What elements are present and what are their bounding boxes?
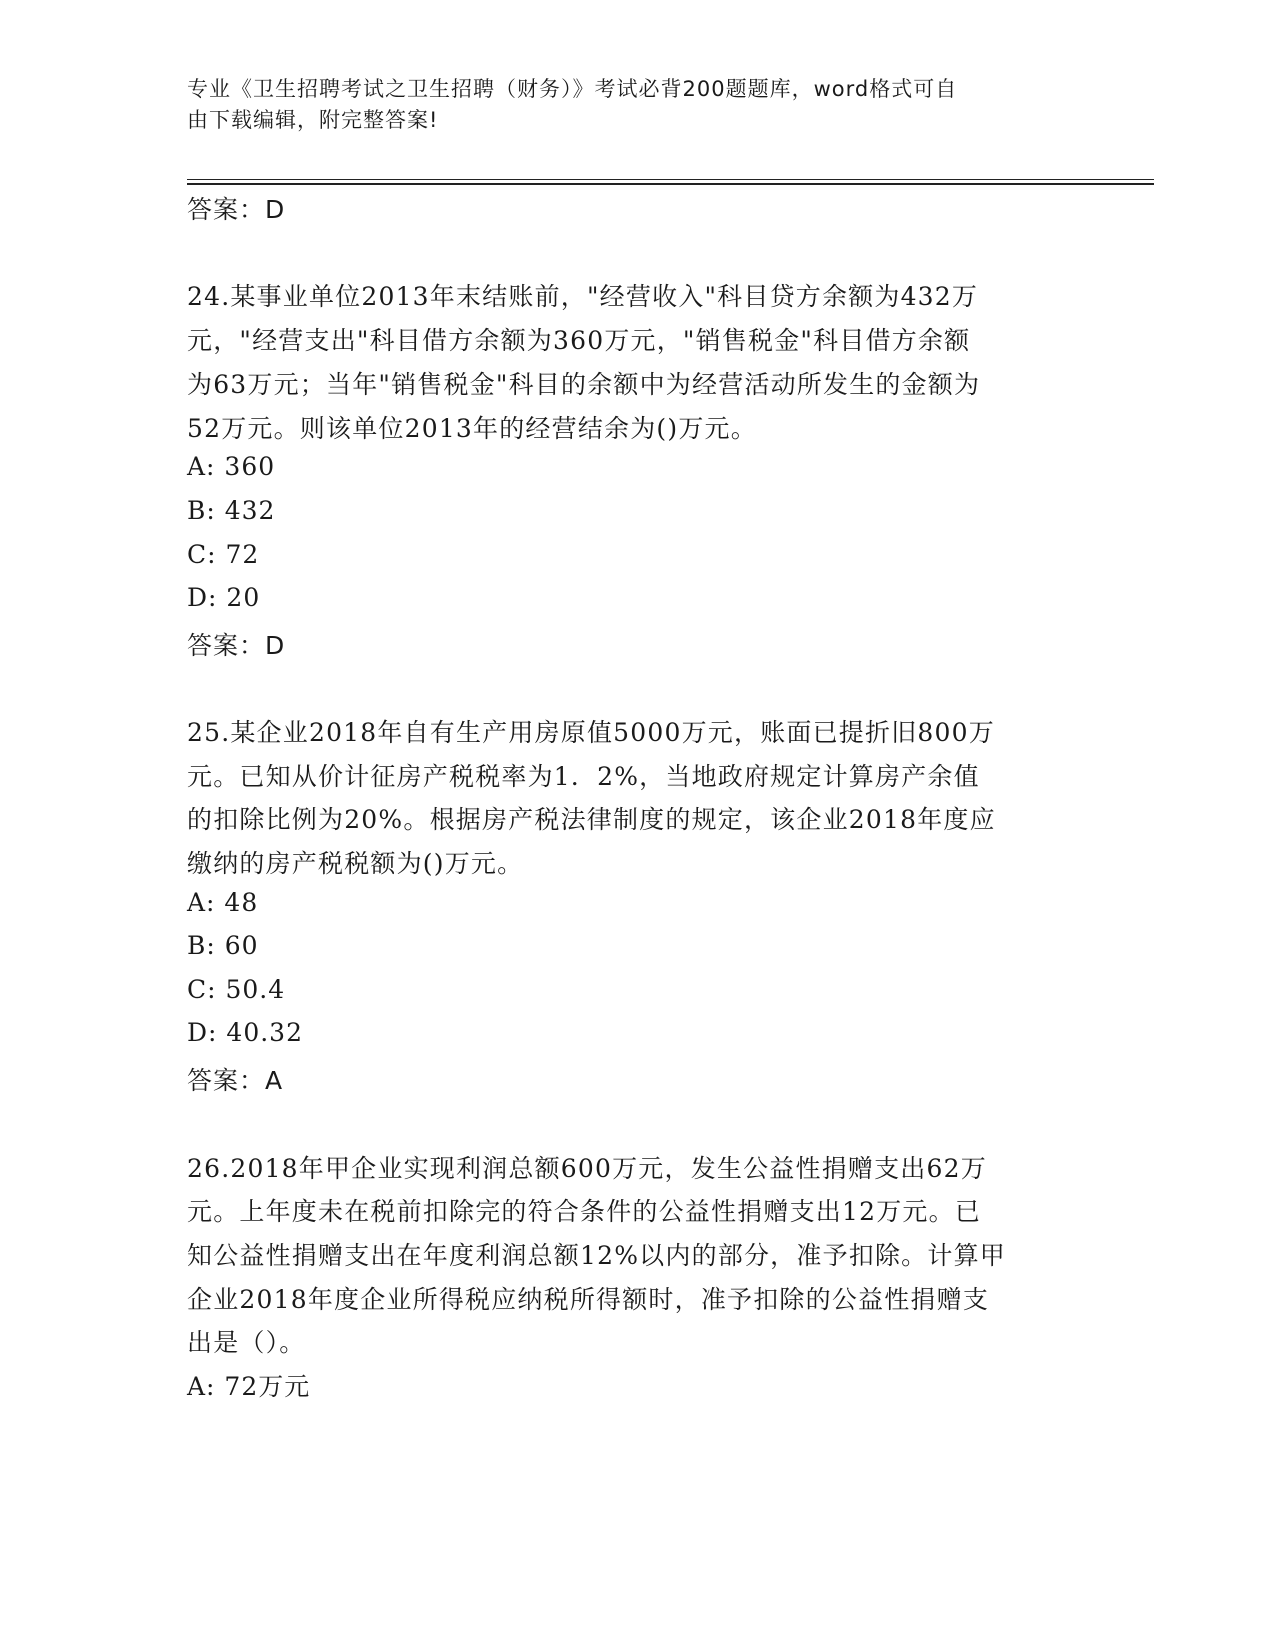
q24-stem-line-3: 为63万元；当年"销售税金"科目的余额中为经营活动所发生的金额为 <box>187 370 981 399</box>
header-divider-thick <box>187 183 1154 185</box>
q26-stem-line-1: 26.2018年甲企业实现利润总额600万元，发生公益性捐赠支出62万 <box>187 1154 987 1183</box>
q24-answer: 答案：D <box>187 631 286 660</box>
q24-option-d: D: 20 <box>187 583 261 612</box>
q26-stem-line-2: 元。上年度未在税前扣除完的符合条件的公益性捐赠支出12万元。已 <box>187 1197 982 1226</box>
q26-stem-line-4: 企业2018年度企业所得税应纳税所得额时，准予扣除的公益性捐赠支 <box>187 1285 990 1314</box>
q26-stem-line-5: 出是（）。 <box>187 1328 306 1357</box>
q24-stem-line-2: 元，"经营支出"科目借方余额为360万元，"销售税金"科目借方余额 <box>187 326 971 355</box>
header-divider-thin <box>187 179 1154 180</box>
q25-stem-line-2: 元。已知从价计征房产税税率为1．2%，当地政府规定计算房产余值 <box>187 762 980 791</box>
q25-option-a: A: 48 <box>187 888 259 917</box>
q24-stem-line-4: 52万元。则该单位2013年的经营结余为()万元。 <box>187 414 757 443</box>
q24-option-c: C: 72 <box>187 540 260 569</box>
q25-option-b: B: 60 <box>187 931 259 960</box>
q25-stem-line-3: 的扣除比例为20%。根据房产税法律制度的规定，该企业2018年度应 <box>187 805 996 834</box>
q25-stem-line-4: 缴纳的房产税税额为()万元。 <box>187 849 524 878</box>
q26-stem-line-3: 知公益性捐赠支出在年度利润总额12%以内的部分，准予扣除。计算甲 <box>187 1241 1006 1270</box>
header-line-1: 专业《卫生招聘考试之卫生招聘（财务）》考试必背200题题库，word格式可自 <box>187 77 958 101</box>
document-header <box>187 74 1067 136</box>
q25-option-d: D: 40.32 <box>187 1018 303 1047</box>
q24-option-a: A: 360 <box>187 452 276 481</box>
q25-answer: 答案：A <box>187 1066 284 1095</box>
q24-stem-line-1: 24.某事业单位2013年末结账前，"经营收入"科目贷方余额为432万 <box>187 282 979 311</box>
q26-option-a: A: 72万元 <box>187 1372 311 1401</box>
prev-answer: 答案：D <box>187 195 286 224</box>
q24-option-b: B: 432 <box>187 496 276 525</box>
header-line-2: 由下载编辑，附完整答案! <box>187 108 439 132</box>
q25-stem-line-1: 25.某企业2018年自有生产用房原值5000万元，账面已提折旧800万 <box>187 718 995 747</box>
q25-option-c: C: 50.4 <box>187 975 286 1004</box>
